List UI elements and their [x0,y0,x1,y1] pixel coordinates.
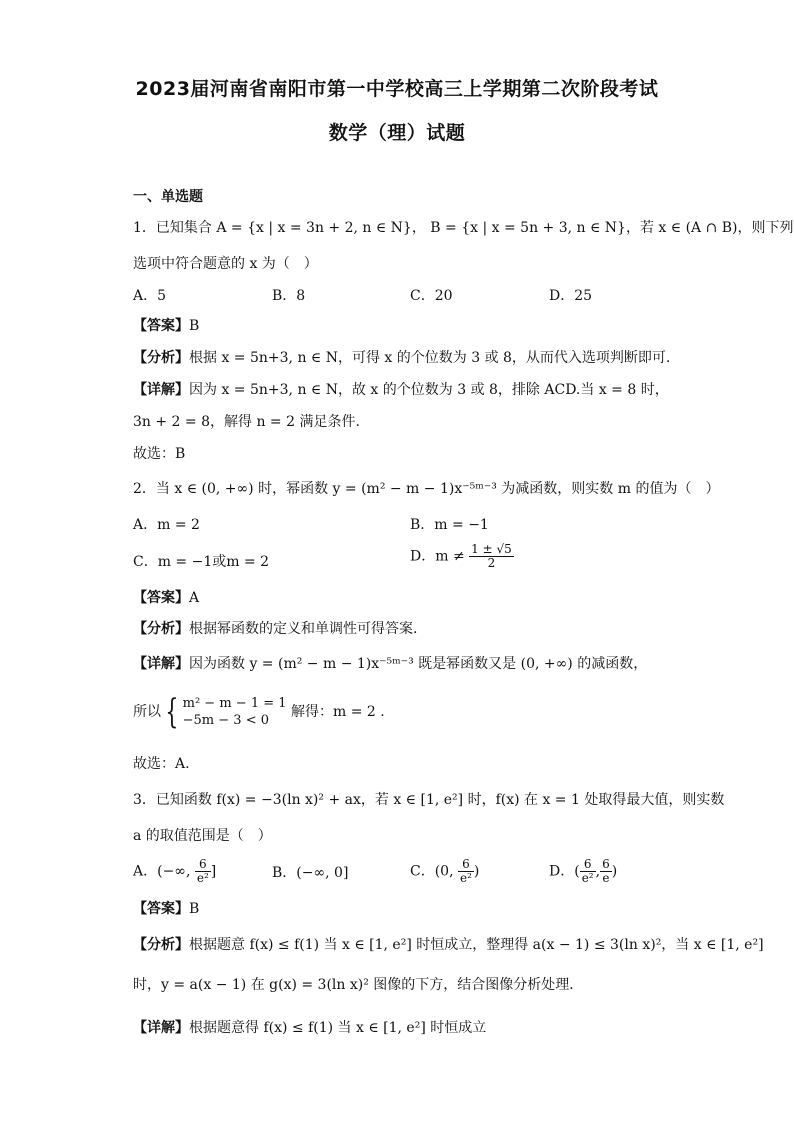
fraction-denominator: e² [196,871,209,885]
q2-option-d [410,543,514,570]
analysis-text: 根据题意 f(x) ≤ f(1) 当 x ∈ [1, e²] 时恒成立，整理得 a(x − 1) ≤ 3(ln x)²，当 x ∈ [1, e²] [189,937,764,953]
fraction-denominator: e² [459,871,472,885]
answer-value: B [189,901,200,917]
option-fraction [458,858,474,885]
q3-option-b: B．(−∞, 0] [272,865,349,881]
detail-text: 因为 x = 5n+3, n ∈ N，故 x 的个位数为 3 或 8，排除 ACD.当 x = 8 时， [189,382,669,398]
analysis-tag: 【分析】 [133,621,189,637]
q3-option-a [133,858,216,885]
fraction-denominator: e² [581,871,594,885]
fraction-denominator: e [602,871,610,885]
q2-answer [133,589,199,607]
analysis-tag: 【分析】 [133,937,189,953]
option-prefix: A．(−∞, [133,863,191,880]
option-suffix: ) [611,863,618,880]
fraction-numerator: 6 [580,858,596,872]
q1-detail-line2: 3n + 2 = 8，解得 n = 2 满足条件. [133,414,360,430]
detail-tag: 【详解】 [133,1020,189,1036]
q2-detail-line2 [133,694,385,730]
fraction-denominator: 2 [487,556,496,570]
detail-tag: 【详解】 [133,382,189,398]
q1-answer [133,317,199,335]
q2-option-b: B．m = −1 [410,517,489,533]
q3-analysis-line1 [133,936,764,954]
fraction-numerator: 6 [602,857,610,871]
q2-conclusion: 故选：A. [133,756,190,772]
system-line-1: m² − m − 1 = 1 [182,696,287,711]
q1-stem-line1: 1．已知集合 A = {x | x = 3n + 2, n ∈ N}， B = {x | x = 5n + 3, n ∈ N}，若 x ∈ (A ∩ B)，则下列 [133,220,794,236]
fraction-numerator: 6 [195,858,211,872]
q1-option-a: A．5 [133,288,167,304]
answer-tag: 【答案】 [133,901,189,917]
q3-analysis-line2: 时，y = a(x − 1) 在 g(x) = 3(ln x)² 图像的下方，结合图像分析处理． [133,977,584,993]
q1-option-d: D．25 [549,288,593,304]
q1-conclusion: 故选：B [133,446,186,462]
q3-option-c [410,858,479,885]
q3-stem-line1: 3．已知函数 f(x) = −3(ln x)² + ax，若 x ∈ [1, e²] 时，f(x) 在 x = 1 处取得最大值，则实数 [133,792,725,808]
q2-detail-line1 [133,655,647,673]
system-brace: { [165,692,179,732]
q1-detail-line1 [133,381,669,399]
q3-detail-line1 [133,1019,486,1037]
q1-stem-line2: 选项中符合题意的 x 为（ ） [133,256,318,272]
q1-option-c: C．20 [410,288,453,304]
answer-tag: 【答案】 [133,590,189,606]
option-fraction-2 [600,858,612,885]
exam-title: 2023届河南省南阳市第一中学校高三上学期第二次阶段考试 [135,78,659,100]
detail-suffix: 解得：m = 2 . [290,704,385,720]
q3-option-d: D．( $\frac{6}{\text{e²}}$ , $\frac{6}{e}$ ) [549,857,618,885]
section-heading: 一、单选题 [133,189,203,205]
answer-value: A [189,590,200,606]
analysis-text: 根据幂函数的定义和单调性可得答案. [189,621,418,637]
answer-tag: 【答案】 [133,318,189,334]
q2-option-a: A．m = 2 [133,517,200,533]
detail-text: 根据题意得 f(x) ≤ f(1) 当 x ∈ [1, e²] 时恒成立 [189,1020,487,1036]
option-prefix: C．(0, [410,863,454,880]
q3-stem-line2: a 的取值范围是（ ） [133,828,272,844]
exam-subtitle: 数学（理）试题 [328,122,466,144]
q3-answer [133,900,199,918]
detail-tag: 【详解】 [133,656,189,672]
answer-value: B [189,318,200,334]
analysis-tag: 【分析】 [133,350,189,366]
q2-option-d-prefix: D．m ≠ [410,548,465,565]
option-suffix: ] [210,863,217,880]
q2-option-d-fraction [469,543,514,570]
fraction-numerator: 6 [458,858,474,872]
detail-text: 因为函数 y = (m² − m − 1)x⁻⁵ᵐ⁻³ 既是幂函数又是 (0, +∞) 的减函数， [189,656,648,672]
option-prefix: D．( [549,863,580,880]
equation-system [183,695,287,729]
q1-analysis [133,349,670,367]
system-line-2: −5m − 3 < 0 [182,713,269,728]
analysis-text: 根据 x = 5n+3, n ∈ N，可得 x 的个位数为 3 或 8，从而代入选项判断即可. [189,350,671,366]
q1-option-b: B．8 [272,288,306,304]
option-fraction-1 [580,858,596,885]
q2-stem: 2．当 x ∈ (0, +∞) 时，幂函数 y = (m² − m − 1)x⁻⁵ᵐ⁻³ 为减函数，则实数 m 的值为（ ） [133,481,720,497]
detail-prefix: 所以 [133,704,161,720]
option-fraction [195,858,211,885]
q2-analysis [133,620,417,638]
fraction-numerator: 1 ± √5 [471,542,512,556]
option-suffix: ) [473,863,480,880]
q2-option-c: C．m = −1或m = 2 [133,554,270,570]
